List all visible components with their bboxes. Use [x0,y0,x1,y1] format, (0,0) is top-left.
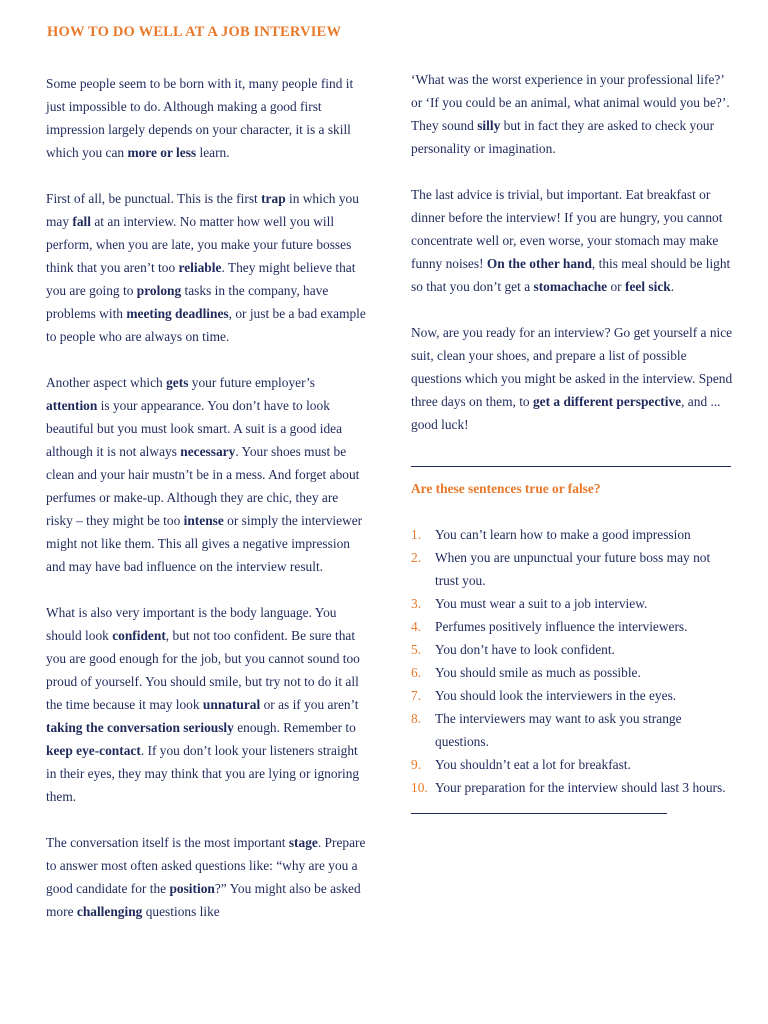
item-text: You should smile as much as possible. [435,665,641,680]
quiz-title: Are these sentences true or false? [411,481,601,496]
item-text: Your preparation for the interview should last 3 hours. [435,780,726,795]
item-number: 8. [411,711,422,726]
bold-phrase: stage [288,835,318,850]
item-number: 3. [411,596,422,611]
text-run: your future employer’s [188,375,315,390]
list-item [411,523,733,546]
page-title: HOW TO DO WELL AT A JOB INTERVIEW [47,24,342,40]
bold-phrase: get a different perspective [532,394,682,409]
paragraph [411,183,733,298]
text-run: The conversation itself is the most important [46,835,289,850]
text-run: ?” You might also be asked more [46,881,361,919]
paragraph [46,831,366,923]
bold-phrase: fall [72,214,92,229]
item-number: 5. [411,642,422,657]
list-item [411,707,733,753]
list-item [411,684,733,707]
bold-phrase: intense [183,513,224,528]
item-number: 7. [411,688,422,703]
text-run: . Prepare to answer most often asked questions like: “why are you a good candidate for the [46,835,366,896]
text-run: . Your shoes must be clean and your hair mustn’t be in a mess. And forget about perfumes or make-up. Although they are chic, they are risky – they might be too [46,444,360,528]
text-run: . If you don’t look your listeners straight in their eyes, they may think that you are lying or ignoring them. [46,743,360,804]
text-run: or as if you aren’t [260,697,359,712]
text-run: but in fact they are asked to check your personality or imagination. [411,118,715,156]
text-run: , or just be a bad example to people who are always on time. [46,306,366,344]
item-text: You must wear a suit to a job interview. [435,596,648,611]
text-run: , and ... good luck! [411,394,721,432]
text-run: The last advice is trivial, but important. Eat breakfast or dinner before the interview! If you are hungry, you cannot concentrate well or, even worse, your stomach may make funny noises! [411,187,723,271]
item-text: You should look the interviewers in the eyes. [435,688,677,703]
item-number: 10. [411,780,428,795]
bold-phrase: attention [46,398,98,413]
item-text: Perfumes positively influence the interviewers. [435,619,688,634]
paragraph [46,72,366,164]
text-run: , but not too confident. Be sure that you are good enough for the job, but you cannot sound too proud of yourself. You should smile, but try not to do it all the time because it may look [46,628,360,712]
list-item [411,615,733,638]
text-run: or [607,279,625,294]
bold-phrase: feel sick [624,279,671,294]
paragraph [46,601,366,808]
paragraph [411,321,733,436]
text-run: learn. [196,145,230,160]
text-run: tasks in the company, have problems with [46,283,329,321]
divider [411,466,731,467]
bold-phrase: more or less [127,145,197,160]
bold-phrase: reliable [178,260,222,275]
bold-phrase: meeting deadlines [126,306,229,321]
item-number: 9. [411,757,422,772]
item-number: 1. [411,527,422,542]
list-item [411,546,733,592]
item-text: You can’t learn how to make a good impression [435,527,691,542]
list-item [411,753,733,776]
bold-phrase: confident [112,628,166,643]
text-run: What is also very important is the body language. You should look [46,605,337,643]
text-run: First of all, be punctual. This is the first [46,191,262,206]
bold-phrase: trap [261,191,286,206]
list-item [411,776,733,799]
text-run: Some people seem to be born with it, many people find it just impossible to do. Although making a good first impression largely depends on your character, it is a skill which you can [46,76,354,160]
item-text: The interviewers may want to ask you strange questions. [435,711,682,749]
bold-phrase: prolong [136,283,182,298]
item-number: 4. [411,619,422,634]
bold-phrase: challenging [76,904,143,919]
text-run: enough. Remember to [233,720,356,735]
item-text: You don’t have to look confident. [435,642,615,657]
bold-phrase: silly [477,118,501,133]
divider [411,813,667,814]
bold-phrase: stomachache [533,279,608,294]
text-run: , this meal should be light so that you don’t get a [411,256,731,294]
bold-phrase: taking the conversation seriously [46,720,234,735]
paragraph [411,68,733,160]
list-item [411,592,733,615]
text-run: at an interview. No matter how well you will perform, when you are late, you make your future bosses think that you aren’t too [46,214,352,275]
paragraph [46,371,366,578]
paragraph [46,187,366,348]
item-number: 2. [411,550,422,565]
text-run: questions like [142,904,220,919]
bold-phrase: necessary [180,444,236,459]
text-run: or simply the interviewer might not like them. This all gives a negative impression and may have bad influence on the interview result. [46,513,363,574]
text-run: Now, are you ready for an interview? Go get yourself a nice suit, clean your shoes, and prepare a list of possible questions which you might be asked in the interview. Spend three days on them, to [411,325,733,409]
bold-phrase: On the other hand [486,256,592,271]
bold-phrase: unnatural [202,697,261,712]
list-item [411,638,733,661]
text-run: is your appearance. You don’t have to look beautiful but you must look smart. A suit is a good idea although it is not always [46,398,343,459]
right-column [411,68,733,814]
list-item [411,661,733,684]
item-text: You shouldn’t eat a lot for breakfast. [435,757,631,772]
text-run: . [670,279,675,294]
quiz-list [411,523,733,799]
item-text: When you are unpunctual your future boss may not trust you. [435,550,711,588]
left-column [46,72,366,946]
text-run: . They might believe that you are going to [46,260,356,298]
bold-phrase: gets [166,375,189,390]
item-number: 6. [411,665,422,680]
bold-phrase: position [169,881,215,896]
bold-phrase: keep eye-contact [46,743,141,758]
text-run: Another aspect which [46,375,167,390]
text-run: in which you may [46,191,359,229]
text-run: ‘What was the worst experience in your professional life?’ or ‘If you could be an animal, what animal would you be?’. They sound [411,72,730,133]
